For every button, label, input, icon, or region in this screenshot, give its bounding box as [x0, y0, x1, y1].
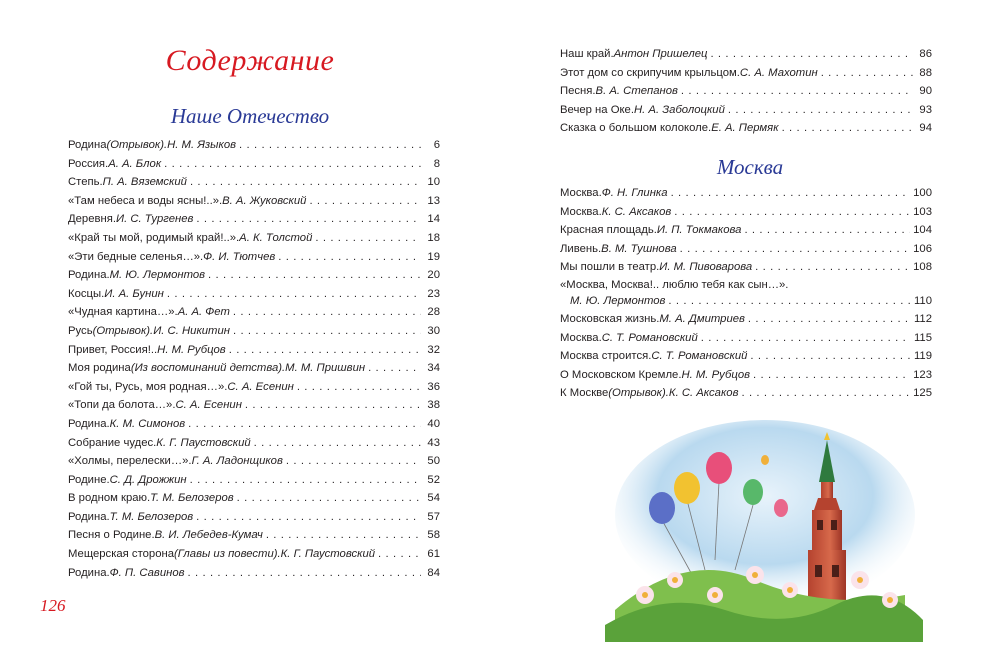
dot-leader: [167, 285, 421, 304]
entry-page-number: 110: [913, 294, 932, 307]
entry-author: Н. М. Рубцов: [157, 343, 226, 356]
dot-leader: [208, 266, 421, 285]
entry-page-number: 23: [427, 287, 440, 300]
dot-leader: [309, 192, 421, 211]
entry-title: Моя родина: [68, 362, 131, 375]
entry-note: (Главы из повести).: [174, 548, 281, 561]
entry-author: В. А. Жуковский: [222, 194, 307, 207]
entry-title: Родина.: [68, 269, 110, 282]
toc-list-moscow: [560, 184, 932, 403]
entry-page-number: 58: [427, 529, 440, 542]
toc-entry: [68, 285, 440, 304]
entry-author: М. Ю. Лермонтов: [570, 294, 666, 307]
dot-leader: [748, 310, 911, 329]
dot-leader: [239, 136, 421, 155]
entry-page-number: 100: [913, 187, 932, 199]
entry-title: Этот дом со скрипучим крыльцом.: [560, 66, 740, 79]
entry-title: Родина.: [68, 566, 110, 579]
dot-leader: [229, 341, 421, 360]
toc-entry: [68, 341, 440, 360]
entry-author: Ф. П. Савинов: [109, 566, 185, 579]
toc-entry: [560, 184, 932, 203]
entry-title: «Гой ты, Русь, моя родная…».: [68, 380, 228, 393]
toc-entry: [68, 210, 440, 229]
dot-leader: [233, 322, 421, 341]
entry-note: (Отрывок).: [608, 387, 669, 400]
entry-title: В родном краю.: [68, 492, 151, 505]
entry-title: Ливень.: [560, 242, 602, 255]
entry-author: Т. М. Белозеров: [109, 510, 194, 523]
dot-leader: [188, 564, 421, 583]
entry-page-number: 61: [427, 548, 440, 561]
entry-title: «Холмы, перелески…».: [68, 455, 192, 468]
entry-author: С. А. Махотин: [739, 66, 818, 79]
entry-author: Н. А. Заболоцкий: [633, 103, 725, 116]
entry-author: И. П. Токмакова: [656, 224, 742, 237]
entry-author: С. Т. Романовский: [651, 350, 748, 363]
entry-title: Родина: [68, 139, 107, 151]
dot-leader: [668, 293, 911, 310]
entry-page-number: 30: [427, 324, 440, 337]
dot-leader: [196, 508, 421, 527]
entry-author: Н. М. Рубцов: [681, 368, 751, 381]
entry-author: К. С. Аксаков: [668, 387, 739, 400]
toc-entry: [560, 45, 932, 64]
entry-author: Т. М. Белозеров: [150, 492, 234, 505]
entry-page-number: 8: [433, 157, 440, 170]
entry-author: М. А. Дмитриев: [659, 312, 745, 325]
entry-author: К. Г. Паустовский: [156, 436, 251, 449]
dot-leader: [671, 184, 911, 203]
dot-leader: [378, 545, 421, 564]
entry-author: В. А. Степанов: [595, 85, 678, 98]
entry-page-number: 13: [427, 194, 440, 207]
toc-entry: [560, 101, 932, 120]
entry-title: Родина.: [68, 510, 110, 523]
entry-note: (Из воспоминаний детства).: [130, 362, 286, 375]
entry-page-number: 103: [913, 205, 932, 218]
dot-leader: [701, 329, 911, 348]
entry-page-number: 10: [427, 176, 440, 189]
entry-title: Степь.: [68, 176, 103, 189]
dot-leader: [196, 210, 421, 229]
entry-author: С. А. Есенин: [227, 380, 294, 393]
entry-page-number: 115: [913, 331, 932, 344]
toc-entry: [68, 564, 440, 583]
entry-author: А. К. Толстой: [239, 231, 313, 244]
entry-page-number: 94: [919, 122, 932, 135]
entry-title: «Чудная картина…».: [68, 306, 178, 319]
dot-leader: [821, 64, 913, 83]
entry-title: Собрание чудес.: [68, 436, 157, 449]
entry-title: «Там небеса и воды ясны!..».: [68, 194, 223, 207]
entry-author: Ф. Н. Глинка: [601, 187, 668, 199]
entry-page-number: 54: [427, 492, 440, 505]
toc-entry: [68, 322, 440, 341]
dot-leader: [674, 203, 910, 222]
contents-title: Содержание: [165, 44, 335, 77]
toc-entry: [68, 359, 440, 378]
toc-entry: [68, 173, 440, 192]
toc-entry: [68, 545, 440, 564]
toc-entry: [68, 266, 440, 285]
entry-page-number: 123: [913, 368, 932, 381]
entry-title: Москва.: [560, 205, 602, 218]
entry-author: Антон Пришелец: [613, 48, 708, 60]
entry-author: С. Т. Романовский: [601, 331, 698, 344]
entry-page-number: 104: [913, 224, 932, 237]
dot-leader: [190, 173, 421, 192]
entry-page-number: 40: [427, 417, 440, 430]
entry-note: (Отрывок).: [92, 324, 154, 337]
entry-page-number: 43: [427, 436, 440, 449]
entry-author: Ф. И. Тютчев: [203, 250, 276, 263]
entry-title: Мы пошли в театр.: [560, 261, 660, 274]
entry-note: (Отрывок).: [106, 139, 168, 151]
entry-title: «Край ты мой, родимый край!..».: [68, 231, 240, 244]
entry-page-number: 38: [427, 399, 440, 412]
toc-entry: [68, 155, 440, 174]
toc-entry: [68, 396, 440, 415]
entry-page-number: 19: [427, 250, 440, 263]
entry-title: Наш край.: [560, 48, 614, 60]
toc-entry: [560, 384, 932, 403]
entry-author: А. А. Блок: [108, 157, 162, 170]
entry-page-number: 18: [427, 231, 440, 244]
entry-title: Москва строится.: [560, 350, 652, 363]
entry-author: А. А. Фет: [177, 306, 230, 319]
toc-entry: [560, 240, 932, 259]
dot-leader: [254, 434, 421, 453]
toc-entry: [68, 508, 440, 527]
entry-page-number: 36: [427, 380, 440, 393]
toc-entry: [68, 136, 440, 155]
entry-author: М. М. Пришвин: [285, 362, 366, 375]
entry-author: И. С. Тургенев: [116, 213, 194, 226]
toc-list-fatherland: [68, 136, 440, 582]
entry-title: Москва.: [560, 331, 602, 344]
toc-entry: [560, 221, 932, 240]
page-number: 126: [40, 596, 66, 615]
entry-page-number: 112: [913, 312, 932, 325]
toc-entry: [560, 347, 932, 366]
dot-leader: [741, 384, 910, 403]
entry-page-number: 106: [913, 242, 932, 255]
toc-entry: [68, 434, 440, 453]
dot-leader: [190, 471, 421, 490]
toc-list-fatherland-continued: [560, 45, 932, 138]
entry-title: Россия.: [68, 157, 109, 170]
entry-author: В. М. Тушнова: [601, 242, 677, 255]
toc-entry: [68, 378, 440, 397]
right-page: [500, 0, 1000, 651]
entry-page-number: 52: [427, 473, 440, 486]
dot-leader: [237, 489, 421, 508]
entry-second-line: [560, 293, 932, 310]
entry-title: Мещерская сторона: [68, 548, 174, 561]
dot-leader: [233, 303, 421, 322]
entry-author: С. Д. Дрожжин: [109, 473, 187, 486]
entry-page-number: 50: [427, 455, 440, 468]
entry-page-number: 88: [919, 66, 932, 79]
toc-entry: [560, 258, 932, 277]
entry-author: И. М. Пивоварова: [659, 261, 753, 274]
dot-leader: [297, 378, 421, 397]
toc-entry: [560, 82, 932, 101]
toc-entry: [560, 329, 932, 348]
dot-leader: [750, 347, 911, 366]
toc-entry: [560, 277, 932, 310]
entry-title: «Эти бедные селенья…».: [68, 250, 204, 263]
entry-title: Сказка о большом колоколе.: [560, 122, 712, 135]
entry-title: «Москва, Москва!.. люблю тебя как сын…».: [560, 278, 789, 291]
dot-leader: [286, 452, 421, 471]
toc-entry: [560, 203, 932, 222]
entry-page-number: 34: [427, 362, 440, 375]
dot-leader: [164, 155, 421, 174]
entry-title: Привет, Россия!..: [68, 343, 158, 356]
entry-author: К. Г. Паустовский: [280, 548, 376, 561]
entry-title: Песня о Родине.: [68, 529, 155, 542]
entry-title: О Московском Кремле.: [560, 368, 682, 381]
entry-page-number: 125: [913, 387, 932, 400]
toc-entry: [68, 452, 440, 471]
dot-leader: [266, 526, 421, 545]
toc-entry: [560, 310, 932, 329]
entry-author: К. С. Аксаков: [601, 205, 672, 218]
toc-entry: [560, 366, 932, 385]
entry-page-number: 28: [427, 306, 440, 319]
toc-entry: [68, 248, 440, 267]
entry-title: Родина.: [68, 417, 110, 430]
dot-leader: [744, 221, 910, 240]
toc-entry: [68, 471, 440, 490]
toc-entry: [68, 192, 440, 211]
dot-leader: [728, 101, 913, 120]
entry-title: Вечер на Оке.: [560, 103, 634, 116]
entry-title: Русь: [68, 324, 93, 337]
entry-author: И. С. Никитин: [153, 324, 230, 337]
entry-title: Красная площадь.: [560, 224, 657, 237]
entry-author: М. Ю. Лермонтов: [109, 269, 206, 282]
section-title-fatherland: Наше Отечество: [170, 104, 330, 128]
dot-leader: [680, 240, 911, 259]
entry-author: П. А. Вяземский: [102, 176, 187, 189]
entry-title: Косцы.: [68, 287, 105, 300]
dot-leader: [278, 248, 421, 267]
dot-leader: [755, 258, 910, 277]
entry-page-number: 14: [427, 213, 440, 226]
entry-page-number: 32: [427, 343, 440, 356]
toc-entry: [68, 303, 440, 322]
dot-leader: [315, 229, 421, 248]
kremlin-balloons-illustration: [605, 420, 923, 642]
dot-leader: [681, 82, 913, 101]
entry-author: Н. М. Языков: [167, 139, 237, 151]
dot-leader: [368, 359, 421, 378]
entry-title: Московская жизнь.: [560, 312, 660, 325]
toc-entry: [68, 526, 440, 545]
entry-author: Г. А. Ладонщиков: [191, 455, 283, 468]
dot-leader: [245, 396, 421, 415]
entry-author: С. А. Есенин: [175, 399, 242, 412]
entry-title: Деревня.: [68, 213, 116, 226]
dot-leader: [710, 45, 913, 64]
entry-title: «Топи да болота…».: [68, 399, 176, 412]
entry-author: И. А. Бунин: [104, 287, 164, 300]
dot-leader: [753, 366, 910, 385]
toc-entry: [560, 119, 932, 138]
entry-page-number: 84: [427, 566, 440, 579]
entry-title: К Москве: [560, 387, 609, 400]
entry-page-number: 93: [919, 103, 932, 116]
entry-page-number: 90: [919, 85, 932, 98]
entry-page-number: 108: [913, 261, 932, 274]
toc-entry: [560, 64, 932, 83]
entry-title: Песня.: [560, 85, 596, 98]
entry-author: Е. А. Пермяк: [711, 122, 779, 135]
dot-leader: [188, 415, 421, 434]
entry-author: К. М. Симонов: [109, 417, 186, 430]
entry-page-number: 86: [919, 48, 932, 60]
entry-page-number: 6: [433, 139, 440, 151]
entry-page-number: 57: [427, 510, 440, 523]
toc-entry: [68, 489, 440, 508]
toc-entry: [68, 229, 440, 248]
section-title-moscow: Москва: [716, 155, 784, 179]
dot-leader: [782, 119, 913, 138]
entry-page-number: 119: [913, 350, 932, 363]
entry-title: Родине.: [68, 473, 110, 486]
toc-entry: [68, 415, 440, 434]
entry-author: В. И. Лебедев-Кумач: [154, 529, 263, 542]
entry-page-number: 20: [427, 269, 440, 282]
entry-title: Москва.: [560, 187, 602, 199]
